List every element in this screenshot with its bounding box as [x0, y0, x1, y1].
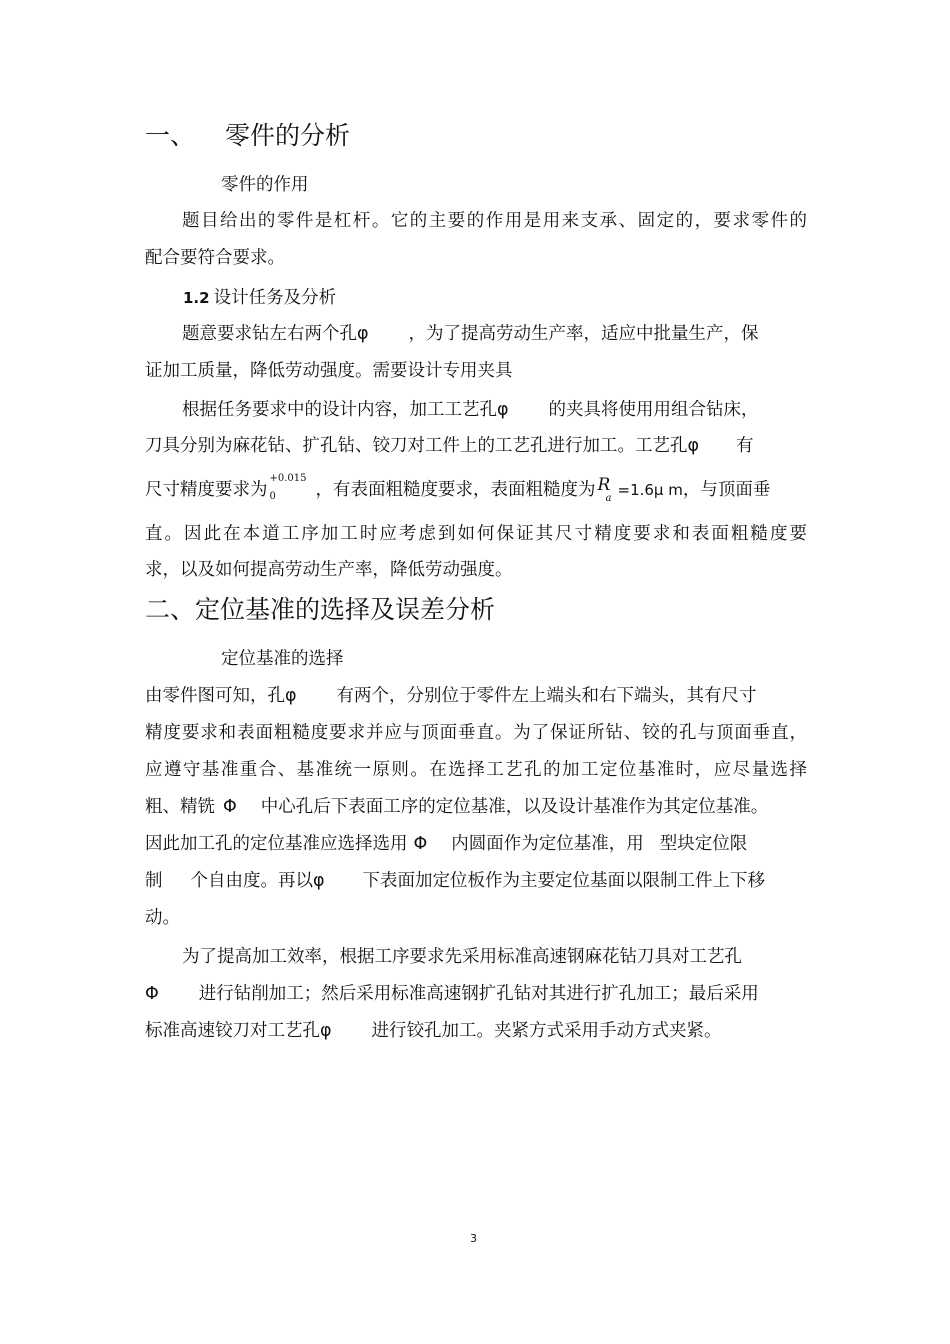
subsection-1-2-title: 设计任务及分析 — [213, 288, 337, 308]
paragraph-3-line-1 — [145, 396, 807, 421]
paragraph-3-line-5: 求，以及如何提高劳动生产率，降低劳动强度。 — [145, 560, 513, 580]
section-1-title: 零件的分析 — [225, 121, 351, 150]
paragraph-1-line-1: 题目给出的零件是杠杆。它的主要的作用是用来支承、固定的，要求零件的 — [182, 211, 807, 231]
tolerance-upper: +0.015 — [269, 472, 307, 484]
paragraph-1-line-2: 配合要符合要求。 — [145, 248, 285, 268]
text-run: 题意要求钻左右两个孔 — [182, 324, 357, 344]
text-run: 刀具分别为麻花钻、扩孔钻、铰刀对工件上的工艺孔进行加工。工艺孔 — [145, 436, 688, 456]
roughness-symbol — [596, 474, 618, 504]
phi-symbol: φ — [313, 871, 325, 891]
roughness-value: =1.6μ m — [617, 481, 683, 499]
s2-paragraph-1-line-6 — [145, 867, 807, 892]
paragraph-2-line-1 — [145, 320, 807, 345]
tolerance-lower: 0 — [269, 490, 276, 502]
s2-paragraph-2-line-3 — [145, 1017, 807, 1042]
text-run: 因此加工孔的定位基准应选择选用 — [145, 834, 408, 854]
paragraph-3-line-3 — [145, 472, 807, 504]
s2-paragraph-1-line-2: 精度要求和表面粗糙度要求并应与顶面垂直。为了保证所钻、铰的孔与顶面垂直， — [145, 723, 807, 743]
text-run: ，为了提高劳动生产率，适应中批量生产，保 — [408, 324, 759, 344]
s2-paragraph-1-line-7: 动。 — [145, 908, 180, 928]
section-2-title: 二、定位基准的选择及误差分析 — [145, 595, 496, 624]
s2-paragraph-1-line-3: 应遵守基准重合、基准统一原则。在选择工艺孔的加工定位基准时，应尽量选择 — [145, 760, 807, 780]
s2-paragraph-2-line-2 — [145, 980, 807, 1005]
subsection-1-2-heading — [183, 284, 336, 309]
text-run: 进行钻削加工；然后采用标准高速钢扩孔钻对其进行扩孔加工；最后采用 — [198, 984, 759, 1004]
text-run: ，有表面粗糙度要求，表面粗糙度为 — [315, 480, 596, 500]
text-run: 尺寸精度要求为 — [145, 480, 268, 500]
text-run: 制 — [145, 871, 163, 891]
paragraph-2-line-2: 证加工质量，降低劳动强度。需要设计专用夹具 — [145, 361, 513, 381]
text-run: 粗、精铣 — [145, 797, 215, 817]
text-run: 进行铰孔加工。夹紧方式采用手动方式夹紧。 — [371, 1021, 722, 1041]
paragraph-3-line-2 — [145, 432, 807, 457]
page-number: 3 — [470, 1232, 477, 1245]
subsection-2-1-title: 定位基准的选择 — [221, 649, 344, 669]
text-run: 标准高速铰刀对工艺孔 — [145, 1021, 320, 1041]
section-1-number: 一、 — [145, 121, 196, 150]
s2-paragraph-1-line-4 — [145, 793, 807, 818]
text-run: 个自由度。再以 — [190, 871, 313, 891]
subsection-1-1-title: 零件的作用 — [221, 175, 309, 195]
phi-symbol: φ — [285, 686, 297, 706]
s2-paragraph-1-line-1 — [145, 682, 807, 707]
text-run: 由零件图可知，孔 — [145, 686, 285, 706]
text-run: 下表面加定位板作为主要定位基面以限制工件上下移 — [362, 871, 766, 891]
section-1-heading — [145, 116, 350, 152]
text-run: ，与顶面垂 — [682, 480, 771, 500]
subsection-1-2-number: 1.2 — [183, 289, 210, 307]
text-run: 有两个，分别位于零件左上端头和右下端头，其有尺寸 — [336, 686, 757, 706]
text-run: 有 — [736, 436, 754, 456]
phi-symbol: φ — [687, 436, 700, 456]
phi-symbol: Φ — [145, 984, 159, 1004]
phi-symbol: φ — [357, 324, 369, 344]
paragraph-3-line-4: 直。因此在本道工序加工时应考虑到如何保证其尺寸精度要求和表面粗糙度要 — [145, 524, 807, 544]
phi-symbol: Φ — [413, 834, 428, 854]
s2-paragraph-1-line-5 — [145, 830, 807, 855]
roughness-R: R — [597, 474, 611, 495]
text-run: 根据任务要求中的设计内容，加工工艺孔 — [182, 400, 497, 420]
tolerance-annotation — [268, 472, 316, 502]
text-run: 型块定位限 — [659, 834, 748, 854]
text-run: 内圆面作为定位基准，用 — [451, 834, 644, 854]
phi-symbol: φ — [497, 400, 509, 420]
roughness-subscript: a — [605, 492, 612, 504]
phi-symbol: Φ — [223, 797, 237, 817]
text-run: 的夹具将使用用组合钻床， — [548, 400, 759, 420]
text-run: 中心孔后下表面工序的定位基准，以及设计基准作为其定位基准。 — [260, 797, 769, 817]
s2-paragraph-2-line-1: 为了提高加工效率，根据工序要求先采用标准高速钢麻花钻刀具对工艺孔 — [182, 947, 742, 967]
phi-symbol: φ — [320, 1021, 332, 1041]
